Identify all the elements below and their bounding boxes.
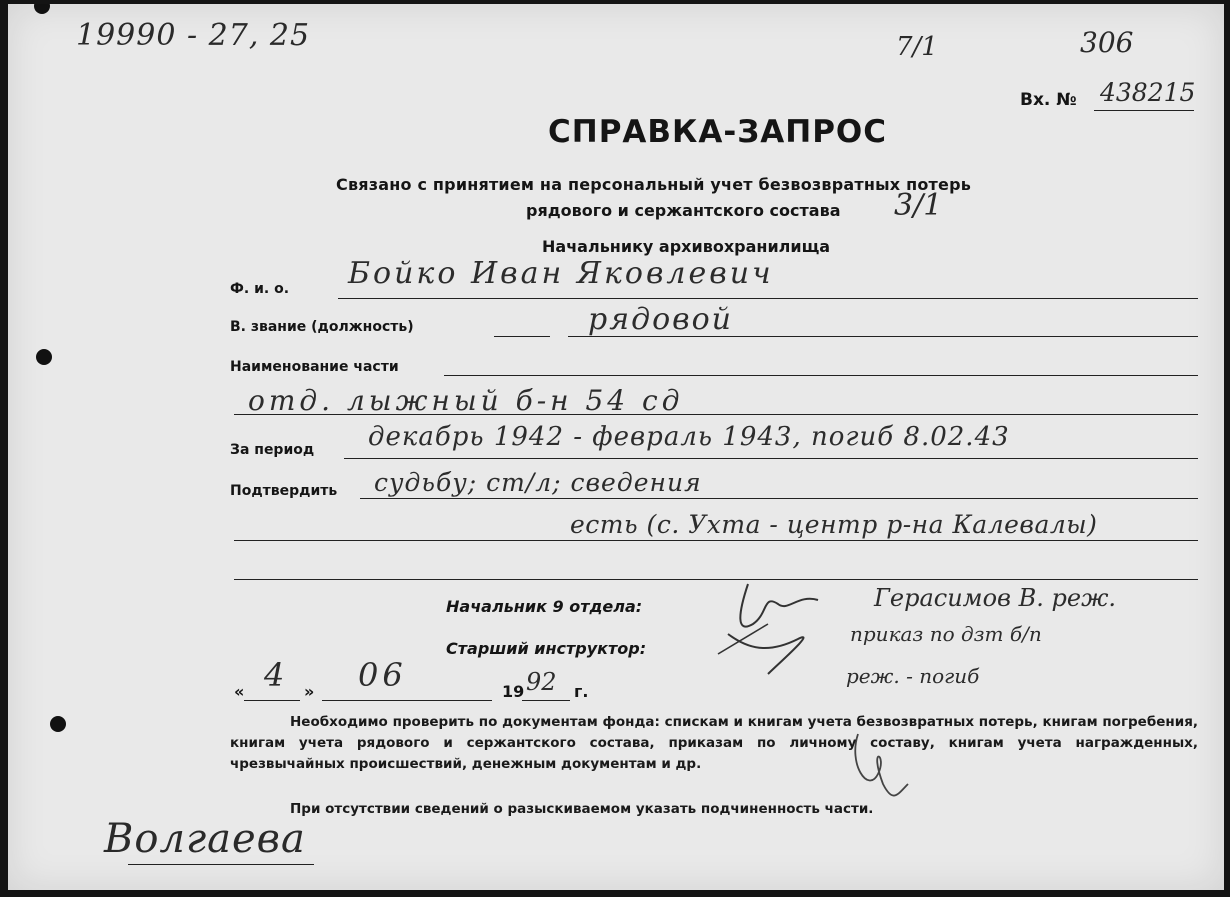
date-year-line (522, 700, 570, 701)
unit-line-1 (444, 375, 1198, 376)
fio-value: Бойко Иван Яковлевич (348, 256, 774, 291)
rank-line (568, 336, 1198, 337)
subtitle-line-1: Связано с принятием на персональный учет безвозвратных потерь (336, 175, 972, 194)
period-value: декабрь 1942 - февраль 1943, погиб 8.02.43 (368, 422, 1010, 452)
rank-line-short (494, 336, 550, 337)
date-year-suffix: 92 (526, 668, 557, 696)
confirm-line-1 (360, 498, 1198, 499)
date-suffix: г. (574, 682, 589, 701)
instructions-paragraph-2: При отсутствии сведений о разыскиваемом указать подчиненность части. (290, 801, 874, 817)
fio-line (338, 298, 1198, 299)
rank-label: В. звание (должность) (230, 319, 414, 335)
chief-signature (708, 564, 848, 684)
punch-hole-top (34, 4, 50, 14)
top-center-mark: 7/1 (896, 32, 938, 62)
punch-hole-middle (36, 349, 52, 365)
unit-value: отд. лыжный б-н 54 сд (248, 384, 684, 417)
addressee: Начальнику архивохранилища (542, 237, 831, 256)
fio-label: Ф. и. о. (230, 281, 290, 297)
date-year-prefix: 19 (502, 682, 525, 701)
bottom-signature: Волгаева (104, 816, 306, 862)
instructions-paragraph-1: Необходимо проверить по документам фонда: спискам и книгам учета безвозвратных потерь, книгам погребения, книгам учета рядового и сержантского состава, приказам по личному составу, книгам учета награжденных, чрезвычайных происшествий, денежным документам и др. (230, 714, 1198, 772)
incoming-underline (1094, 110, 1194, 111)
period-label: За период (230, 442, 315, 458)
document-page (8, 4, 1224, 890)
confirm-value-line-2: есть (с. Ухта - центр р-на Калевалы) (570, 510, 1098, 539)
confirm-label: Подтвердить (230, 483, 338, 499)
bottom-signature-underline (128, 864, 314, 865)
date-day: 4 (264, 656, 285, 694)
punch-hole-bottom (50, 716, 66, 732)
unit-line-2 (234, 414, 1198, 415)
chief-label: Начальник 9 отдела: (446, 597, 643, 616)
instructor-label: Старший инструктор: (446, 639, 647, 658)
chief-note: Герасимов В. реж. (874, 584, 1116, 612)
subtitle-line-2: рядового и сержантского состава (526, 201, 841, 220)
top-left-number: 19990 - 27, 25 (76, 18, 311, 53)
rank-value: рядовой (588, 302, 733, 337)
date-month-line (322, 700, 492, 701)
confirm-line-2 (234, 540, 1198, 541)
unit-label: Наименование части (230, 359, 399, 375)
incoming-label: Вх. № (1020, 90, 1077, 110)
document-title: СПРАВКА-ЗАПРОС (548, 114, 888, 150)
instructor-note-line-1: приказ по дзт б/п (850, 622, 1042, 646)
period-line (344, 458, 1198, 459)
date-month: 06 (358, 656, 407, 694)
subtitle-mark: 3/1 (894, 188, 943, 223)
instructor-note-line-2: реж. - погиб (846, 664, 980, 688)
date-close-quote: » (304, 682, 315, 701)
top-right-number: 306 (1080, 26, 1134, 59)
incoming-number: 438215 (1100, 78, 1196, 107)
date-day-line (244, 700, 300, 701)
date-open-quote: « (234, 682, 245, 701)
confirm-value-line-1: судьбу; ст/л; сведения (374, 468, 702, 497)
